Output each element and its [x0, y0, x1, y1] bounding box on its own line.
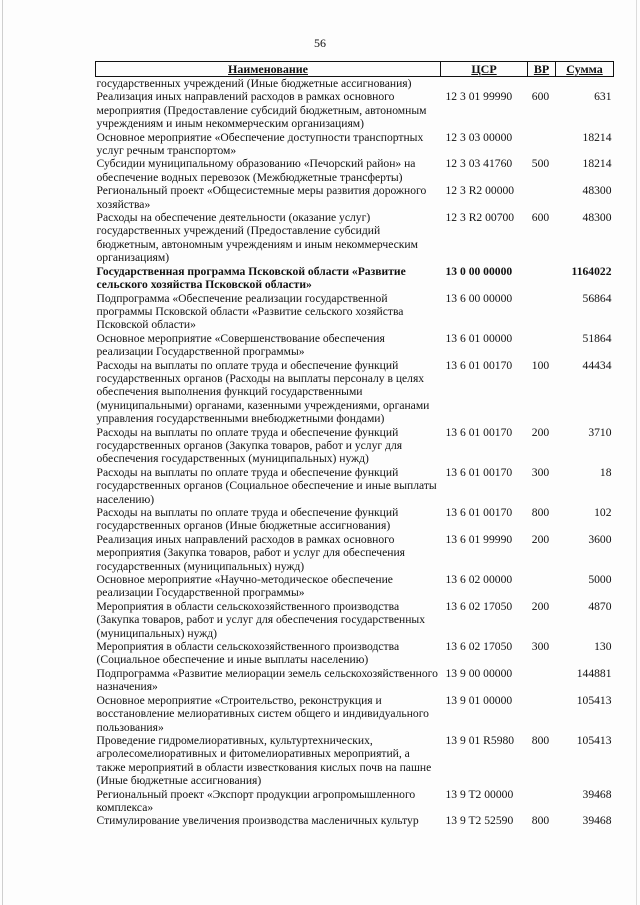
cell-name: Расходы на выплаты по оплате труда и обеспечение функций государственных органов (Расходы на выплаты персоналу в целях обеспечения выполнения функций государственными (муниципальными) органами, казенными учреждениями, органами управления государственными внебюджетными фондами) — [96, 358, 430, 426]
cell-csr: 13 6 02 17050 — [445, 599, 513, 613]
cell-csr: 13 6 02 17050 — [445, 640, 513, 654]
table-row — [96, 131, 614, 158]
table-row — [96, 640, 614, 667]
cell-vr — [528, 573, 556, 600]
cell-name: Подпрограмма «Обеспечение реализации государственной программы Псковской области «Развитие сельского хозяйства Псковской области» — [96, 291, 404, 332]
cell-vr: 200 — [531, 425, 550, 439]
cell-name: Подпрограмма «Развитие мелиорации земель сельскохозяйственного назначения» — [96, 666, 438, 694]
cell-csr: 12 3 03 00000 — [445, 130, 513, 144]
table-body — [96, 77, 614, 828]
cell-vr: 300 — [531, 465, 550, 479]
table-row — [96, 506, 614, 533]
cell-sum: 105413 — [576, 693, 612, 707]
cell-sum: 105413 — [576, 733, 612, 747]
scan-edge-right — [636, 0, 637, 905]
cell-csr: 12 3 R2 00700 — [445, 211, 515, 225]
cell-csr: 13 9 01 R5980 — [445, 733, 515, 747]
cell-sum: 48300 — [582, 184, 612, 198]
cell-vr: 800 — [531, 733, 550, 747]
cell-csr: 13 6 01 00170 — [445, 425, 513, 439]
table-row — [96, 292, 614, 332]
table-row — [96, 600, 614, 640]
cell-name: Основное мероприятие «Обеспечение доступности транспортных услуг речным транспортом» — [96, 130, 424, 158]
table-row — [96, 573, 614, 600]
table-row — [96, 211, 614, 265]
cell-vr — [528, 667, 556, 694]
cell-csr: 13 9 00 00000 — [445, 666, 513, 680]
cell-sum: 18 — [599, 465, 612, 479]
cell-name: Расходы на обеспечение деятельности (оказание услуг) государственных учреждений (Предоставление субсидий бюджетным, автономным учреждениям и иным некоммерческим организациям) — [96, 211, 418, 265]
cell-vr — [528, 788, 556, 815]
cell-sum: 56864 — [582, 291, 612, 305]
cell-csr: 13 9 01 00000 — [445, 693, 513, 707]
table-row — [96, 694, 614, 734]
budget-table — [95, 61, 614, 828]
header-csr: ЦСР — [441, 62, 528, 77]
cell-vr — [528, 292, 556, 332]
cell-vr — [528, 265, 556, 292]
cell-sum: 1164022 — [571, 264, 612, 278]
cell-csr: 13 6 01 99990 — [445, 532, 513, 546]
cell-vr: 800 — [531, 814, 550, 828]
cell-csr: 13 0 00 00000 — [445, 264, 513, 278]
cell-name: Основное мероприятие «Научно-методическое обеспечение реализации Государственной программы» — [96, 573, 393, 600]
cell-csr: 13 9 T2 00000 — [445, 787, 514, 801]
cell-vr — [528, 694, 556, 734]
cell-name: Мероприятия в области сельскохозяйственного производства (Закупка товаров, работ и услуг для обеспечения государственных (муниципальных) нужд) — [96, 599, 425, 640]
cell-sum: 48300 — [582, 211, 612, 225]
cell-sum: 51864 — [582, 331, 612, 345]
cell-name: Реализация иных направлений расходов в рамках основного мероприятия (Предоставление субсидий бюджетным, автономным учреждениям и иным некоммерческим организациям) — [96, 90, 427, 131]
cell-vr: 200 — [531, 599, 550, 613]
cell-vr — [528, 184, 556, 211]
cell-name: Проведение гидромелиоративных, культуртехнических, агролесомелиоративных и фитомелиоративных мероприятий, а также мероприятий в области известкования кислых почв на пашне (Иные бюджетные ассигнования) — [96, 733, 432, 788]
table-row — [96, 184, 614, 211]
table-row — [96, 533, 614, 573]
cell-csr: 13 6 01 00170 — [445, 465, 513, 479]
cell-vr: 500 — [531, 157, 550, 171]
cell-sum — [556, 77, 614, 91]
table-row — [96, 667, 614, 694]
header-row — [96, 62, 614, 77]
cell-vr — [528, 77, 556, 91]
header-sum: Сумма — [556, 62, 614, 77]
cell-name: Основное мероприятие «Совершенствование обеспечения реализации Государственной программы» — [96, 331, 385, 359]
cell-vr — [528, 332, 556, 359]
cell-name: Расходы на выплаты по оплате труда и обеспечение функций государственных органов (Иные бюджетные ассигнования) — [96, 506, 399, 533]
cell-sum: 3710 — [588, 425, 612, 439]
cell-vr: 800 — [531, 506, 550, 519]
cell-csr — [441, 77, 528, 91]
cell-sum: 18214 — [582, 130, 612, 144]
cell-sum: 44434 — [582, 358, 612, 372]
cell-name: Реализация иных направлений расходов в рамках основного мероприятия (Закупка товаров, работ и услуг для обеспечения государственных (муниципальных) нужд) — [96, 532, 405, 573]
cell-name: Основное мероприятие «Строительство, реконструкция и восстановление мелиоративных систем общего и индивидуального пользования» — [96, 693, 429, 734]
table-row — [96, 788, 614, 815]
cell-csr: 13 6 01 00170 — [445, 506, 513, 519]
cell-csr: 12 3 R2 00000 — [445, 184, 515, 198]
cell-name: Расходы на выплаты по оплате труда и обеспечение функций государственных органов (Закупка товаров, работ и услуг для обеспечения государственных (муниципальных) нужд) — [96, 425, 403, 466]
cell-csr: 13 6 00 00000 — [445, 291, 513, 305]
table-header — [96, 62, 614, 77]
cell-vr: 200 — [531, 532, 550, 546]
table-row — [96, 734, 614, 788]
cell-csr: 12 3 03 41760 — [445, 157, 513, 171]
cell-csr: 13 6 02 00000 — [445, 573, 513, 587]
cell-vr: 300 — [531, 640, 550, 654]
cell-vr: 100 — [531, 358, 550, 372]
cell-sum: 39468 — [582, 787, 612, 801]
cell-name: Стимулирование увеличения производства масленичных культур — [96, 814, 419, 828]
table-row — [96, 157, 614, 184]
cell-sum: 4870 — [588, 599, 612, 613]
cell-name: Расходы на выплаты по оплате труда и обеспечение функций государственных органов (Социальное обеспечение и иные выплаты населению) — [96, 465, 437, 506]
table-row — [96, 359, 614, 426]
cell-sum: 39468 — [582, 814, 612, 828]
cell-sum: 130 — [594, 640, 612, 654]
header-name: Наименование — [96, 62, 441, 77]
header-vr: ВР — [528, 62, 556, 77]
cell-csr: 12 3 01 99990 — [445, 90, 513, 104]
cell-name: Региональный проект «Общесистемные меры развития дорожного хозяйства» — [96, 184, 427, 211]
cell-sum: 18214 — [582, 157, 612, 171]
cell-sum: 102 — [594, 506, 612, 519]
table-row — [96, 90, 614, 130]
cell-vr — [528, 131, 556, 158]
table-row — [96, 426, 614, 466]
table-row — [96, 332, 614, 359]
cell-sum: 631 — [594, 90, 612, 104]
cell-name: Государственная программа Псковской области «Развитие сельского хозяйства Псковской области» — [96, 264, 406, 292]
table-row — [96, 814, 614, 827]
table-row — [96, 265, 614, 292]
cell-sum: 5000 — [588, 573, 612, 587]
cell-sum: 3600 — [588, 532, 612, 546]
scan-edge-left — [2, 0, 3, 905]
cell-csr: 13 6 01 00170 — [445, 358, 513, 372]
cell-name: Региональный проект «Экспорт продукции агропромышленного комплекса» — [96, 787, 416, 814]
cell-vr: 600 — [531, 90, 550, 104]
cell-csr: 13 9 T2 52590 — [445, 814, 514, 828]
cell-name: Мероприятия в области сельскохозяйственного производства (Социальное обеспечение и иные выплаты населению) — [96, 640, 400, 667]
page-number: 56 — [314, 36, 326, 50]
cell-csr: 13 6 01 00000 — [445, 331, 513, 345]
table-row — [96, 466, 614, 506]
cell-name: государственных учреждений (Иные бюджетные ассигнования) — [96, 77, 412, 90]
cell-sum: 144881 — [576, 666, 612, 680]
cell-vr: 600 — [531, 211, 550, 225]
table-row — [96, 77, 614, 91]
cell-name: Субсидии муниципальному образованию «Печорский район» на обеспечение водных перевозок (Межбюджетные трансферты) — [96, 157, 416, 184]
